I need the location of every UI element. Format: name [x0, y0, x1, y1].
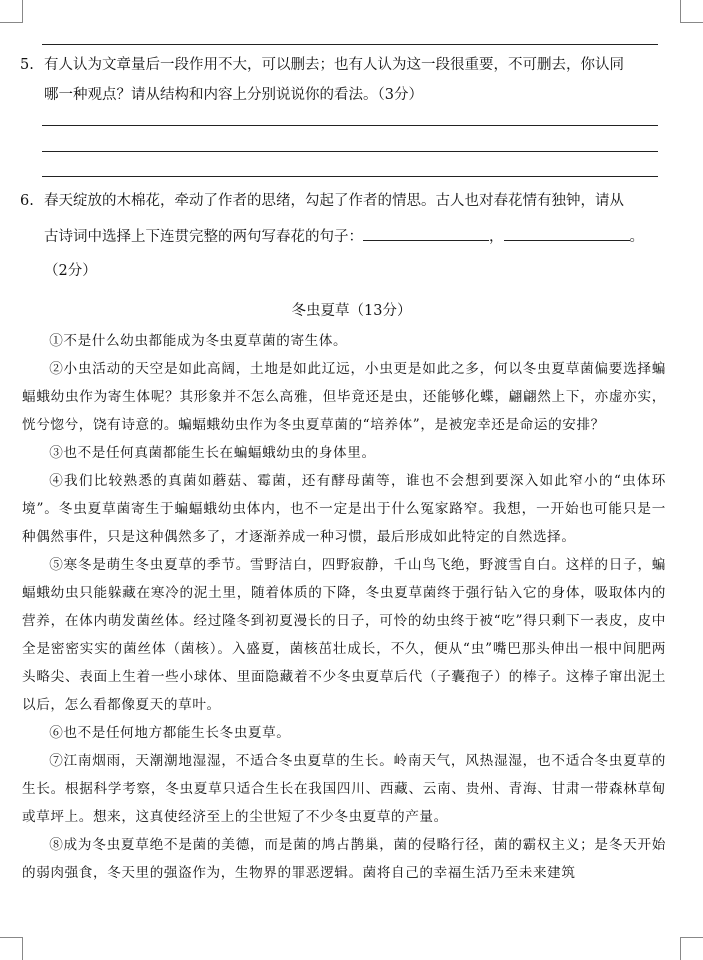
question-6: [20, 186, 670, 286]
article-body: [22, 327, 666, 887]
end-text: 。: [629, 229, 644, 245]
paragraph: ③也不是任何真菌都能生长在蝙蝠蛾幼虫的身体里。: [49, 445, 376, 461]
crop-mark-top-right: [680, 0, 703, 23]
answer-line[interactable]: [42, 44, 658, 45]
question-text: 哪一种观点？请从结构和内容上分别说说你的看法。（3分）: [44, 87, 423, 103]
answer-line[interactable]: [42, 176, 658, 177]
question-text: 春天绽放的木棉花，牵动了作者的思绪，勾起了作者的情思。古人也对春花情有独钟，请从: [44, 193, 624, 209]
paragraph: ②小虫活动的天空是如此高阔，土地是如此辽远，小虫更是如此之多，何以冬虫夏草菌偏要选择蝙蝠蛾幼虫作为寄生体呢？其形象并不怎么高雅，但毕竟还是虫，还能够化蝶，翩翩然上下，亦虚亦实，恍兮惚兮，饶有诗意的。蝙蝠蛾幼虫作为冬虫夏草菌的“培养体”，是被宠幸还是命运的安排？: [22, 361, 666, 433]
separator-text: ，: [489, 229, 504, 245]
crop-mark-bottom-right: [680, 937, 703, 960]
paragraph: ①不是什么幼虫都能成为冬虫夏草菌的寄生体。: [49, 333, 348, 349]
question-text: 古诗词中选择上下连贯完整的两句写春花的句子：: [44, 229, 363, 245]
score-text: （2分）: [44, 263, 97, 279]
question-5: [20, 50, 670, 110]
question-number: 5.: [20, 57, 34, 73]
answer-line[interactable]: [42, 125, 658, 126]
paragraph: ⑤寒冬是萌生冬虫夏草的季节。雪野洁白，四野寂静，千山鸟飞绝，野渡雪自白。这样的日子，蝙蝠蛾幼虫只能躲藏在寒冷的泥土里，随着体质的下降，冬虫夏草菌终于强行钻入它的身体，吸取体内的营养，在体内萌发菌丝体。经过隆冬到初夏漫长的日子，可怜的幼虫终于被“吃”得只剩下一表皮，皮中全是密密实实的菌丝体（菌核）。入盛夏，菌核茁壮成长，不久，便从“虫”嘴巴那头伸出一根中间肥两头略尖、表面上生着一些小球体、里面隐藏着不少冬虫夏草后代（子囊孢子）的棒子。这棒子窜出泥土以后，怎么看都像夏天的草叶。: [22, 557, 666, 713]
crop-mark-top-left: [0, 0, 23, 23]
answer-blank[interactable]: [504, 226, 630, 241]
answer-line[interactable]: [42, 151, 658, 152]
paragraph: ⑦江南烟雨，天潮潮地湿湿，不适合冬虫夏草的生长。岭南天气，风热湿湿，也不适合冬虫夏草的生长。根据科学考察，冬虫夏草只适合生长在我国四川、西藏、云南、贵州、青海、甘肃一带森林草甸或草坪上。想来，这真使经济至上的尘世短了不少冬虫夏草的产量。: [22, 753, 666, 825]
question-number: 6.: [20, 193, 34, 209]
article-title: 冬虫夏草（13分）: [291, 303, 412, 319]
crop-mark-bottom-left: [0, 937, 23, 960]
question-text: 有人认为文章量后一段作用不大，可以删去；也有人认为这一段很重要，不可删去，你认同: [44, 57, 624, 73]
paragraph: ④我们比较熟悉的真菌如蘑菇、霉菌，还有酵母菌等，谁也不会想到要深入如此窄小的“虫体环境”。冬虫夏草菌寄生于蝙蝠蛾幼虫体内，也不一定是出于什么冤家路窄。我想，一开始也可能只是一种偶然事件，只是这种偶然多了，才逐渐养成一种习惯，最后形成如此特定的自然选择。: [22, 473, 666, 545]
answer-blank[interactable]: [363, 226, 489, 241]
paragraph: ⑧成为冬虫夏草绝不是菌的美德，而是菌的鸠占鹊巢，菌的侵略行径，菌的霸权主义；是冬天开始的弱肉强食，冬天里的强盗作为，生物界的罪恶逻辑。菌将自己的幸福生活乃至未来建筑: [22, 837, 666, 881]
paragraph: ⑥也不是任何地方都能生长冬虫夏草。: [49, 725, 291, 741]
